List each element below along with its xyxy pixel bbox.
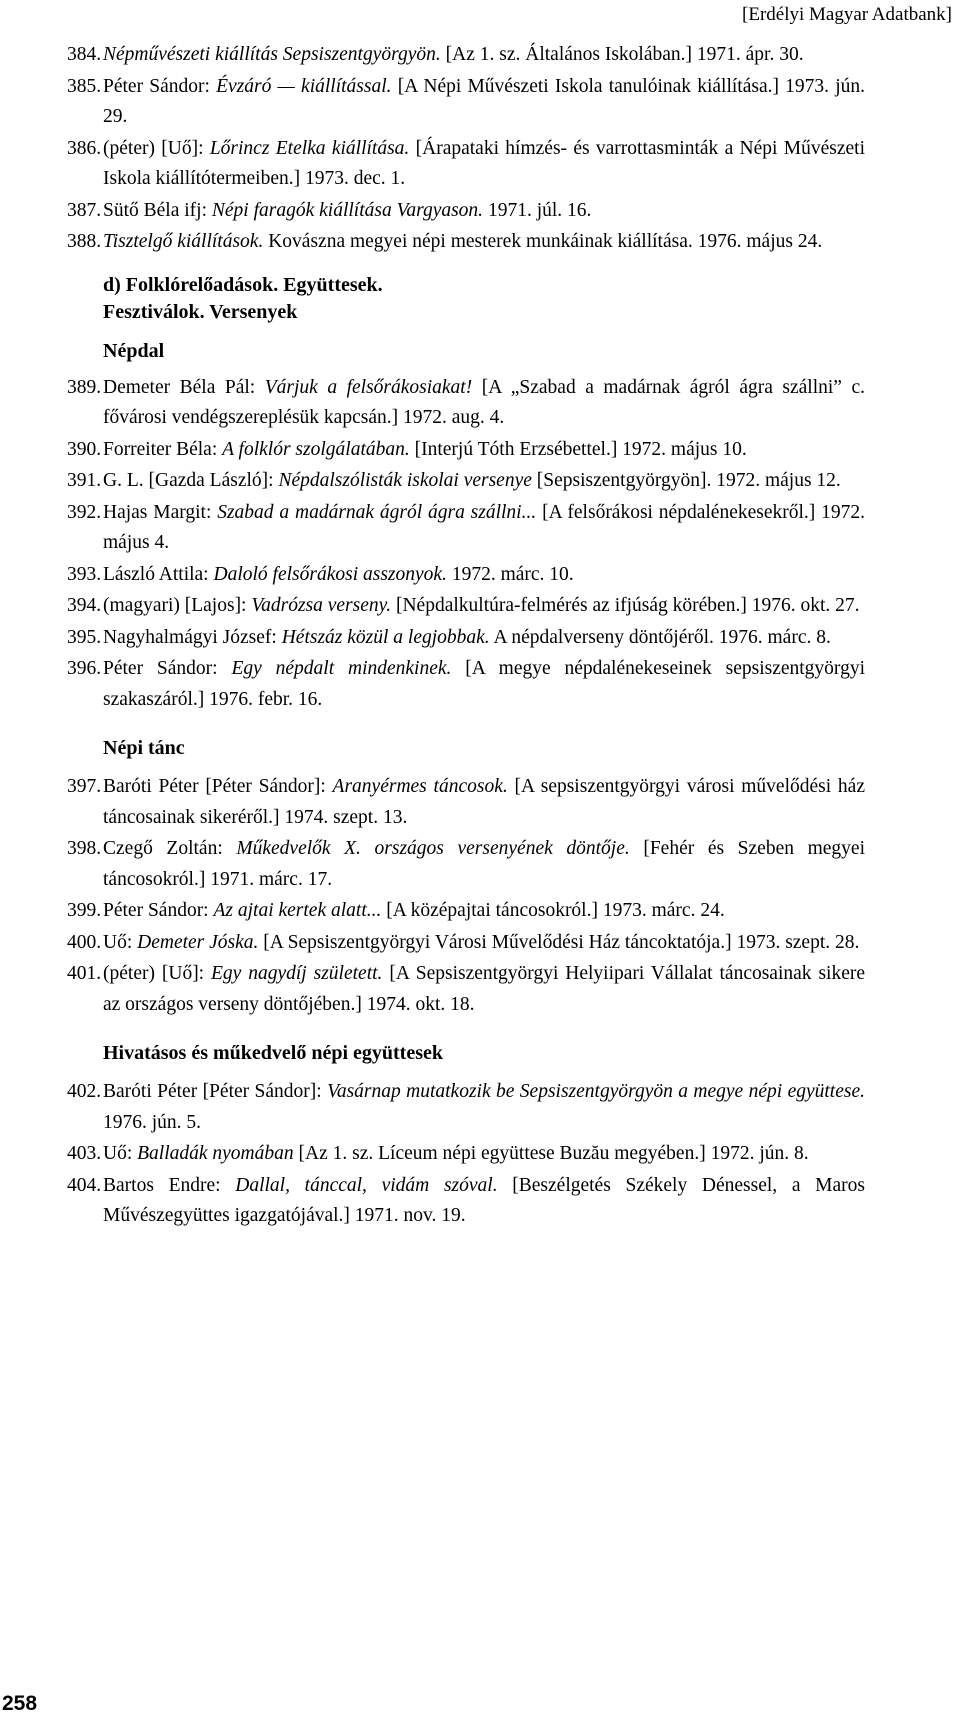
entry-number: 384. xyxy=(67,44,102,65)
entry-number: 392. xyxy=(67,501,102,523)
entry-text xyxy=(103,959,865,1020)
entry-detail: Hajas Margit: xyxy=(103,501,218,523)
entry-list-nepi-tanc xyxy=(67,772,865,1020)
entry-number: 404. xyxy=(67,1174,102,1196)
bibliography-entry xyxy=(67,623,865,654)
entry-text xyxy=(103,40,865,71)
entry-detail: Bartos Endre: xyxy=(103,1174,236,1196)
bibliography-entry xyxy=(67,896,865,927)
entry-detail: [Árapataki hímzés- és varrottasminták a Népi Művészeti Iskola kiállítótermeiben.] 1973. dec. 1. xyxy=(103,137,865,189)
entry-text xyxy=(103,435,865,466)
entry-title: Szabad a madárnak ágról ágra szállni... xyxy=(217,501,537,523)
entry-text xyxy=(103,928,865,959)
entry-detail: Demeter Béla Pál: xyxy=(103,376,265,398)
bibliography-entry xyxy=(67,959,865,1020)
entry-number: 385. xyxy=(67,75,102,97)
entry-detail: Péter Sándor: xyxy=(103,75,217,97)
entry-detail: [Interjú Tóth Erzsébettel.] 1972. május 10. xyxy=(409,438,747,460)
entry-number: 396. xyxy=(67,658,102,679)
entry-list-egyuttesek xyxy=(67,1077,865,1232)
bibliography-entry xyxy=(67,196,865,227)
entry-detail: (magyari) [Lajos]: xyxy=(103,595,252,616)
entry-number: 386. xyxy=(67,137,102,159)
entry-title: Aranyérmes táncosok. xyxy=(332,776,508,797)
entry-number: 390. xyxy=(67,438,102,460)
bibliography-entry xyxy=(67,834,865,895)
entry-detail: [A „Szabad a madárnak ágról ágra szállni” c. fővárosi vendégszereplésük kapcsán.] 1972. aug. 4. xyxy=(103,376,866,428)
bibliography-entry xyxy=(67,373,865,434)
section-heading xyxy=(103,272,865,326)
entry-title: Műkedvelők X. országos versenyének döntője. xyxy=(236,838,630,859)
entry-detail: László Attila: xyxy=(103,563,214,585)
entry-title: Népművészeti kiállítás Sepsiszentgyörgyön. xyxy=(103,44,441,65)
bibliography-entry xyxy=(67,928,865,959)
entry-detail: Sütő Béla ifj: xyxy=(103,199,212,221)
subheading-nepi-tanc: Népi tánc xyxy=(103,737,185,759)
entry-text xyxy=(103,896,865,927)
subheading-hivatasos: Hivatásos és műkedvelő népi együttesek xyxy=(103,1042,443,1064)
entry-detail: Kovászna megyei népi mesterek munkáinak kiállítása. 1976. május 24. xyxy=(263,231,823,252)
entry-text xyxy=(103,1077,865,1138)
entry-number: 401. xyxy=(67,963,102,984)
entry-title: Lőrincz Etelka kiállítása. xyxy=(209,137,410,159)
page-number: 258 xyxy=(2,1692,38,1715)
entry-detail: Baróti Péter [Péter Sándor]: xyxy=(103,1081,328,1102)
entry-text xyxy=(103,498,865,559)
entry-number: 394. xyxy=(67,595,102,616)
bibliography-entry xyxy=(67,72,865,133)
entry-detail: 1972. márc. 10. xyxy=(446,563,574,585)
bibliography-entry xyxy=(67,591,865,622)
entry-title: Dallal, tánccal, vidám szóval. xyxy=(235,1174,498,1196)
entry-detail: 1971. júl. 16. xyxy=(483,199,592,221)
entry-detail: G. L. [Gazda László]: xyxy=(103,470,279,491)
bibliography-entry xyxy=(67,772,865,833)
entry-text xyxy=(103,466,865,497)
entry-text xyxy=(103,772,865,833)
entry-number: 389. xyxy=(67,376,102,398)
bibliography-entry xyxy=(67,560,865,591)
entry-title: Demeter Jóska. xyxy=(137,931,259,953)
entry-detail: [Népdalkultúra-felmérés az ifjúság körében.] 1976. okt. 27. xyxy=(391,595,860,616)
entry-text xyxy=(103,623,865,654)
entry-title: Vasárnap mutatkozik be Sepsiszentgyörgyön a megye népi együttese. xyxy=(327,1081,865,1102)
bibliography-entry xyxy=(67,227,865,258)
entry-detail: Nagyhalmágyi József: xyxy=(103,626,282,648)
bibliography-entry xyxy=(67,498,865,559)
entry-detail: Forreiter Béla: xyxy=(103,438,223,460)
entry-title: Népdalszólisták iskolai versenye xyxy=(278,470,532,491)
section-heading-line-1: d) Folklórelőadások. Együttesek. xyxy=(103,273,383,296)
entry-title: Vadrózsa verseny. xyxy=(251,595,392,616)
entry-detail: (péter) [Uő]: xyxy=(103,137,210,159)
entry-detail: [Sepsiszentgyörgyön]. 1972. május 12. xyxy=(531,470,841,491)
entry-text xyxy=(103,134,865,195)
entry-title: Egy népdalt mindenkinek. xyxy=(231,658,452,679)
entry-detail: [Az 1. sz. Általános Iskolában.] 1971. ápr. 30. xyxy=(440,44,804,65)
bibliography-entry xyxy=(67,134,865,195)
entry-number: 403. xyxy=(67,1143,102,1164)
entry-title: Daloló felsőrákosi asszonyok. xyxy=(213,563,447,585)
entry-number: 393. xyxy=(67,563,102,585)
entry-number: 391. xyxy=(67,470,102,491)
entry-number: 399. xyxy=(67,900,102,921)
entry-detail: [A Sepsiszentgyörgyi Városi Művelődési Ház táncoktatója.] 1973. szept. 28. xyxy=(258,931,860,953)
entry-detail: [A Népi Művészeti Iskola tanulóinak kiállítása.] 1973. jún. 29. xyxy=(103,75,866,127)
entry-detail: [A középajtai táncosokról.] 1973. márc. 24. xyxy=(381,900,725,921)
bibliography-entry xyxy=(67,40,865,71)
entry-number: 400. xyxy=(67,931,102,953)
entry-text xyxy=(103,591,865,622)
bibliography-content xyxy=(67,40,865,1233)
entry-detail: Uő: xyxy=(103,931,138,953)
bibliography-entry xyxy=(67,1139,865,1170)
bibliography-entry xyxy=(67,435,865,466)
bibliography-entry xyxy=(67,1077,865,1138)
entry-title: Az ajtai kertek alatt... xyxy=(213,900,382,921)
entry-detail: [A sepsiszentgyörgyi városi művelődési ház táncosainak sikeréről.] 1974. szept. 13. xyxy=(103,776,865,828)
entry-text xyxy=(103,560,865,591)
entry-list-exhibitions xyxy=(67,40,865,258)
entry-detail: Baróti Péter [Péter Sándor]: xyxy=(103,776,333,797)
entry-title: Tisztelgő kiállítások. xyxy=(103,231,264,252)
entry-text xyxy=(103,72,865,133)
entry-text xyxy=(103,1139,865,1170)
entry-text xyxy=(103,373,865,434)
entry-text xyxy=(103,654,865,715)
entry-text xyxy=(103,1171,865,1232)
entry-detail: [A Sepsiszentgyörgyi Helyiipari Vállalat táncosainak sikere az országos verseny döntőjében.] 1974. okt. 18. xyxy=(103,963,865,1015)
entry-title: Egy nagydíj született. xyxy=(211,963,383,984)
entry-detail: Péter Sándor: xyxy=(103,900,214,921)
entry-detail: [Az 1. sz. Líceum népi együttese Buzău megyében.] 1972. jún. 8. xyxy=(293,1143,809,1164)
entry-number: 398. xyxy=(67,838,102,859)
entry-number: 402. xyxy=(67,1081,102,1102)
entry-detail: [Fehér és Szeben megyei táncosokról.] 1971. márc. 17. xyxy=(103,838,865,890)
entry-text xyxy=(103,196,865,227)
entry-title: A folklór szolgálatában. xyxy=(222,438,410,460)
entry-title: Várjuk a felsőrákosiakat! xyxy=(264,376,473,398)
entry-detail: [Beszélgetés Székely Dénessel, a Maros Művészegyüttes igazgatójával.] 1971. nov. 19. xyxy=(103,1174,866,1226)
entry-text xyxy=(103,834,865,895)
entry-title: Balladák nyomában xyxy=(137,1143,294,1164)
entry-detail: Czegő Zoltán: xyxy=(103,838,237,859)
entry-detail: Péter Sándor: xyxy=(103,658,232,679)
entry-number: 387. xyxy=(67,199,102,221)
entry-title: Népi faragók kiállítása Vargyason. xyxy=(211,199,484,221)
entry-number: 397. xyxy=(67,776,102,797)
entry-detail: [A megye népdalénekeseinek sepsiszentgyörgyi szakaszáról.] 1976. febr. 16. xyxy=(103,658,865,710)
entry-detail: 1976. jún. 5. xyxy=(103,1111,202,1133)
entry-number: 395. xyxy=(67,626,102,648)
bibliography-entry xyxy=(67,654,865,715)
entry-list-nepdal xyxy=(67,373,865,716)
entry-number: 388. xyxy=(67,231,102,252)
entry-detail: Uő: xyxy=(103,1143,138,1164)
entry-title: Évzáró — kiállítással. xyxy=(216,75,392,97)
entry-detail: (péter) [Uő]: xyxy=(103,963,212,984)
entry-text xyxy=(103,227,865,258)
entry-title: Hétszáz közül a legjobbak. xyxy=(281,626,490,648)
entry-detail: A népdalverseny döntőjéről. 1976. márc. 8. xyxy=(489,626,831,648)
bibliography-entry xyxy=(67,466,865,497)
entry-detail: [A felsőrákosi népdalénekesekről.] 1972. május 4. xyxy=(103,501,865,553)
bibliography-entry xyxy=(67,1171,865,1232)
section-heading-line-2: Fesztiválok. Versenyek xyxy=(103,300,298,323)
subheading-nepdal: Népdal xyxy=(103,339,165,362)
page-header: [Erdélyi Magyar Adatbank] xyxy=(742,4,952,25)
